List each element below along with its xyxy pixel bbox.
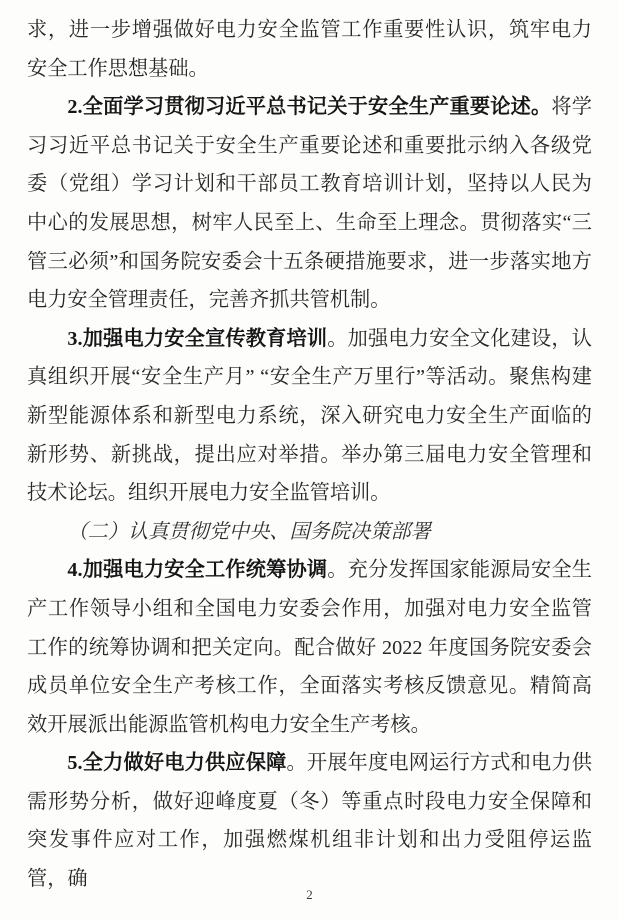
document-text bbox=[27, 11, 592, 899]
text-run-regular: 求，进一步增强做好电力安全监管工作重要性认识，筑牢电力安全工作思想基础。 bbox=[27, 19, 592, 80]
page-number: 2 bbox=[306, 887, 313, 902]
text-run-bold: 4.加强电力安全工作统筹协调 bbox=[67, 559, 328, 582]
text-run-bold: 2.全面学习贯彻习近平总书记关于安全生产重要论述。 bbox=[67, 96, 552, 119]
paragraph bbox=[27, 513, 592, 552]
text-run-regular: 。加强电力安全文化建设，认真组织开展“安全生产月” “安全生产万里行”等活动。聚焦构建新型能源体系和新型电力系统，深入研究电力安全生产面临的新形势、新挑战，提出应对举措。举办第三届电力安全管理和技术论坛。组织开展电力安全监管培训。 bbox=[27, 327, 592, 505]
paragraph bbox=[27, 551, 592, 744]
text-run-regular: 将学习习近平总书记关于安全生产重要论述和重要批示纳入各级党委（党组）学习计划和干部员工教育培训计划，坚持以人民为中心的发展思想，树牢人民至上、生命至上理念。贯彻落实“三管三必须”和国务院安委会十五条硬措施要求，进一步落实地方电力安全管理责任，完善齐抓共管机制。 bbox=[27, 96, 592, 312]
text-run-bold: 3.加强电力安全宣传教育培训 bbox=[67, 327, 328, 350]
paragraph bbox=[27, 11, 592, 88]
paragraph bbox=[27, 88, 592, 320]
text-run-kai: （二）认真贯彻党中央、国务院决策部署 bbox=[67, 520, 431, 543]
text-run-regular: 。开展年度电网运行方式和电力供需形势分析，做好迎峰度夏（冬）等重点时段电力安全保障和突发事件应对工作，加强燃煤机组非计划和出力受阻停运监管，确 bbox=[27, 752, 592, 891]
paragraph bbox=[27, 320, 592, 513]
text-run-bold: 5.全力做好电力供应保障 bbox=[67, 752, 287, 775]
text-run-regular: 。充分发挥国家能源局安全生产工作领导小组和全国电力安委会作用，加强对电力安全监管工作的统筹协调和把关定向。配合做好 2022 年度国务院安委会成员单位安全生产考核工作，全面落实考核反馈意见。精简高效开展派出能源监管机构电力安全生产考核。 bbox=[27, 559, 592, 736]
paragraph bbox=[27, 744, 592, 898]
